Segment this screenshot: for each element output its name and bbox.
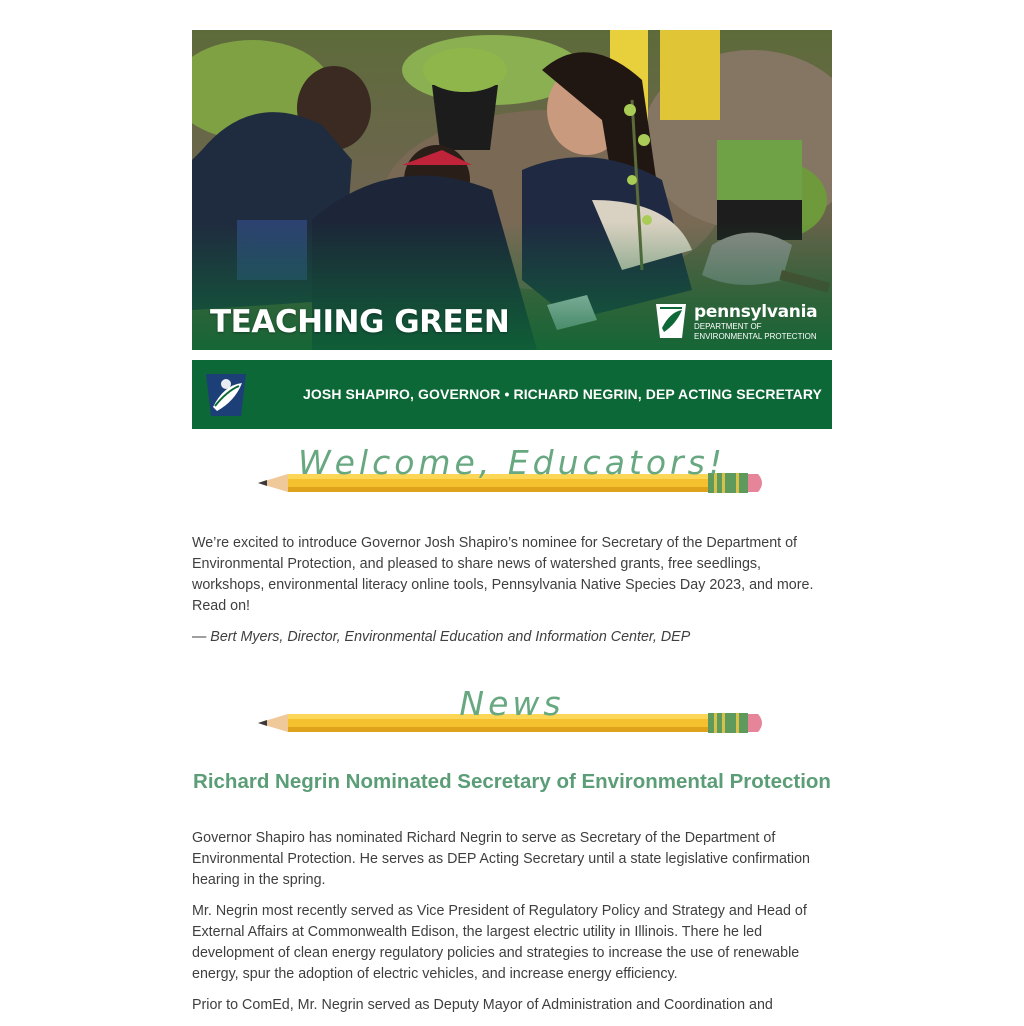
newsletter [192,30,832,1026]
logo-name: pennsylvania [694,302,818,322]
hero-title: TEACHING GREEN [210,304,510,340]
article-title[interactable]: Richard Negrin Nominated Secretary of Environmental Protection [193,770,831,793]
governor-secretary-text: JOSH SHAPIRO, GOVERNOR • RICHARD NEGRIN, DEP ACTING SECRETARY [303,386,822,402]
signature-text: Bert Myers, Director, Environmental Education and Information Center, DEP [210,629,691,645]
signature [192,627,832,648]
pa-keystone-icon [202,371,250,419]
signature-dash: — [192,629,207,645]
news-heading [192,648,832,766]
article-paragraph: Prior to ComEd, Mr. Negrin served as Deputy Mayor of Administration and Coordination and [192,997,773,1013]
article-paragraph: Governor Shapiro has nominated Richard Negrin to serve as Secretary of the Department of Environmental Protection. He serves as DEP Acting Secretary until a state legislative confirmation hearing in the spring. [192,830,810,888]
welcome-heading-text: Welcome, Educators! [297,443,727,482]
news-heading-text: News [459,684,565,723]
welcome-heading [192,429,832,533]
intro-paragraph: We’re excited to introduce Governor Josh Shapiro’s nominee for Secretary of the Department of Environmental Protection, and pleased to share news of watershed grants, free seedlings, workshops, environmental literacy online tools, Pennsylvania Native Species Day 2023, and more. Read on! [192,535,814,614]
pa-dep-logo [652,300,827,344]
article-paragraph: Mr. Negrin most recently served as Vice President of Regulatory Policy and Strategy and Head of External Affairs at Commonwealth Edison, the largest electric utility in Illinois. There he led development of clean energy regulatory policies and strategies to increase the use of renewable energy, spur the adoption of electric vehicles, and increase energy efficiency. [192,903,807,982]
logo-subtitle: DEPARTMENT OF ENVIRONMENTAL PROTECTION [694,322,817,341]
hero-image [192,30,832,350]
keystone-icon [652,302,690,340]
officials-banner [192,360,832,429]
